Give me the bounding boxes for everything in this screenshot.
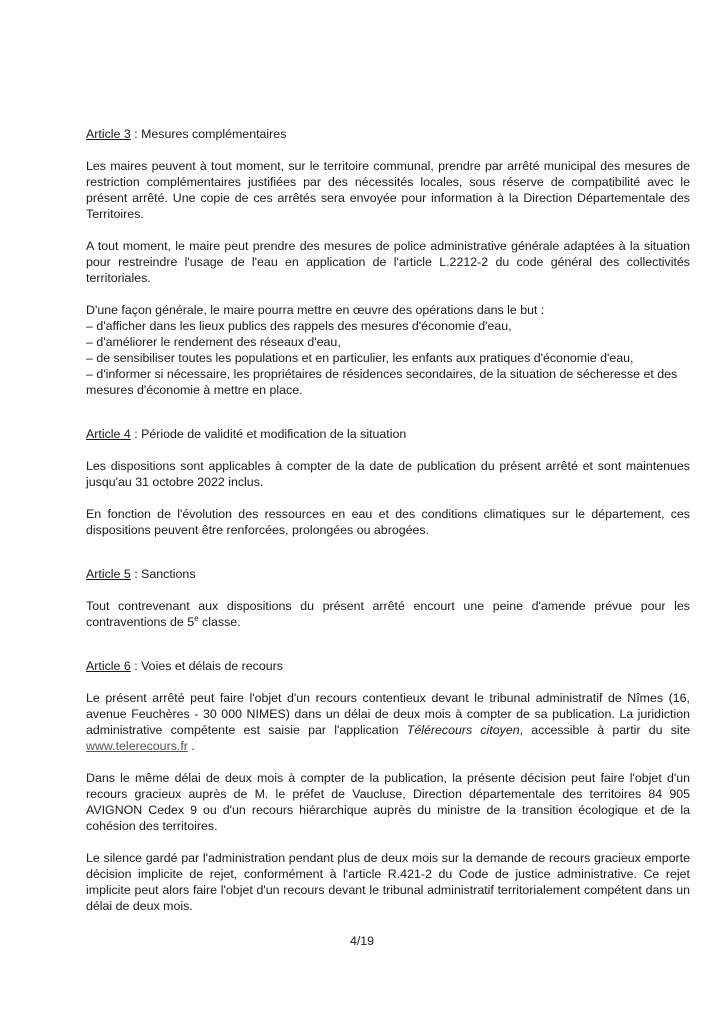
article-4-paragraph-1: Les dispositions sont applicables à compter de la date de publication du présent arrêté et sont maintenues jusqu'au 31 octobre 2022 inclus. xyxy=(86,459,690,489)
list-item: – d'améliorer le rendement des réseaux d'eau, xyxy=(86,335,341,349)
telerecours-link[interactable]: www.telerecours.fr xyxy=(86,739,188,753)
document-body xyxy=(86,126,690,942)
article-6-paragraph-2: Dans le même délai de deux mois à compter de la publication, la présente décision peut faire l'objet d'un recours gracieux auprès de M. le préfet de Vaucluse, Direction départementale des territoires 84 905 AVIGNON Cedex 9 ou d'un recours hiérarchique auprès du ministre de la transition écologique et de la cohésion des territoires. xyxy=(86,771,690,833)
article-6-text-mid: , accessible à partir du site xyxy=(519,723,690,737)
article-3-heading xyxy=(86,126,690,142)
article-4-label: Article 4 xyxy=(86,427,131,441)
telerecours-app-name: Télérecours citoyen xyxy=(406,723,520,737)
article-6-paragraph-3: Le silence gardé par l'administration pendant plus de deux mois sur la demande de recours gracieux emporte décision implicite de rejet, conformément à l'article R.421-2 du Code de justice administrative. Ce rejet implicite peut alors faire l'objet d'un recours devant le tribunal administratif territorialement compétent dans un délai de deux mois. xyxy=(86,851,690,913)
article-6-paragraph-1 xyxy=(86,690,690,754)
article-3-list-intro: D'une façon générale, le maire pourra mettre en œuvre des opérations dans le but : xyxy=(86,303,545,317)
article-5-label: Article 5 xyxy=(86,567,131,581)
article-3-paragraph-3 xyxy=(86,302,690,398)
article-4-title: : Période de validité et modification de la situation xyxy=(130,427,407,441)
article-3-label: Article 3 xyxy=(86,127,131,141)
article-5-paragraph-1 xyxy=(86,598,690,630)
article-6-label: Article 6 xyxy=(86,659,131,673)
article-4-heading xyxy=(86,426,690,442)
article-3-section xyxy=(86,126,690,398)
article-6-text-end: . xyxy=(187,739,195,753)
article-3-title: : Mesures complémentaires xyxy=(130,127,287,141)
article-3-paragraph-2: A tout moment, le maire peut prendre des mesures de police administrative générale adaptées à la situation pour restreindre l'usage de l'eau en application de l'article L.2212-2 du code général des collectivités territoriales. xyxy=(86,239,690,285)
article-5-title: : Sanctions xyxy=(130,567,196,581)
page-number: 4/19 xyxy=(349,934,375,948)
article-5-text-end: classe. xyxy=(198,615,241,629)
article-6-section xyxy=(86,658,690,914)
article-5-section xyxy=(86,566,690,630)
article-4-paragraph-2: En fonction de l'évolution des ressources en eau et des conditions climatiques sur le département, ces dispositions peuvent être renforcées, prolongées ou abrogées. xyxy=(86,507,690,537)
ordinal-superscript: e xyxy=(194,613,199,623)
article-4-section xyxy=(86,426,690,538)
article-5-heading xyxy=(86,566,690,582)
article-6-text: Le présent arrêté peut faire l'objet d'un recours contentieux devant le tribunal administratif de Nîmes (16, avenue Feuchères - 30 000 NIMES) dans un délai de deux mois à compter de sa publication. La juridiction administrative compétente est saisie par l'application xyxy=(86,691,690,737)
article-3-paragraph-1: Les maires peuvent à tout moment, sur le territoire communal, prendre par arrêté municipal des mesures de restriction complémentaires justifiées par des nécessités locales, sous réserve de compatibilité avec le présent arrêté. Une copie de ces arrêtés sera envoyée pour information à la Direction Départementale des Territoires. xyxy=(86,159,690,221)
list-item: – d'afficher dans les lieux publics des rappels des mesures d'économie d'eau, xyxy=(86,319,512,333)
article-6-heading xyxy=(86,658,690,674)
article-6-title: : Voies et délais de recours xyxy=(130,659,283,673)
article-5-text: Tout contrevenant aux dispositions du présent arrêté encourt une peine d'amende prévue pour les contraventions de 5 xyxy=(86,599,690,629)
list-item: – d'informer si nécessaire, les propriétaires de résidences secondaires, de la situation de sécheresse et des mesures d'économie à mettre en place. xyxy=(86,367,678,397)
list-item: – de sensibiliser toutes les populations et en particulier, les enfants aux pratiques d'économie d'eau, xyxy=(86,351,634,365)
